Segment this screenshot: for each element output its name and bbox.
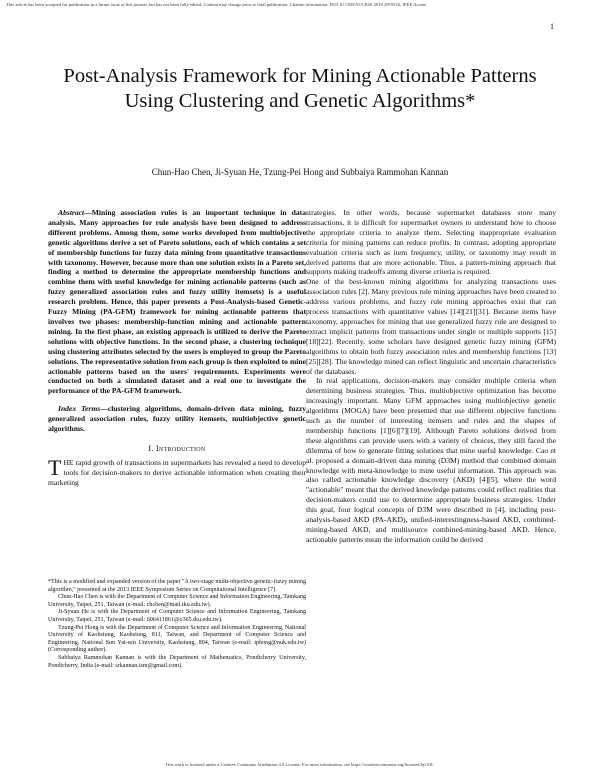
license-footer: This work is licensed under a Creative Commons Attribution 4.0 License. For more information, see https://creativecommons.org/licenses/by/4.0/. [165, 762, 435, 767]
page-number: 1 [550, 22, 554, 31]
publication-banner: This article has been accepted for publication in a future issue of this journal, but has not been fully edited. Content may change prior to final publication. Citation information: DOI 10.1109/ACCESS.2019.2955516, IEEE Access [6, 2, 427, 7]
left-column [48, 208, 306, 488]
index-terms-lead: Index Terms [58, 404, 101, 414]
footnotes [48, 579, 306, 670]
abstract-lead: Abstract [58, 208, 85, 217]
section-heading: I. Introduction [148, 443, 206, 453]
body-paragraph: strategies. In other words, because supermarket databases store many transactions, it is difficult for supermarket owners to understand how to choose the appropriate criteria to analyze them. Selecting inappropriate evaluation criteria for mining patterns can reduce profits. In contrast, adopting appropriate evaluation criteria such as item frequency, utility, or taxonomy may result in derived patterns that are more actionable. Thus, a pattern-mining approach that supports making tradeoffs among diverse criteria is required. [306, 208, 556, 277]
body-paragraph: In real applications, decision-makers may consider multiple criteria when determining business strategies. Thus, multiobjective optimization has become increasingly important. Many GFM approaches using multiobjective genetic algorithms (MOGA) have been presented that use different objective functions such as the number of interesting itemsets and rules and the shapes of membership functions [1][6][7][19]. Although Pareto solutions derived from these algorithms can provide users with a variety of choices, they still faced the dilemma of how to generate fitting solutions that mine useful knowledge. Cao et al. proposed a domain-driven data mining (D3M) method that combined domain knowledge with meta-knowledge to mine useful information. This approach was also called actionable knowledge discovery (AKD) [4][5], where the word "actionable" meant that the derived knowledge patterns could reflect realities that decision-makers could use to determine appropriate business strategies. Under this goal, four logical concepts of D3M were described in [4], including post-analysis-based AKD (PA-AKD), unified-interestingness-based AKD, combined-mining-based AKD, and multisource combined-mining-based AKD. Hence, actionable patterns mean the information could be derived [306, 376, 556, 544]
footnote: Subbaiya Rammohan Kannan is with the Department of Mathematics, Pondicherry University, Pondicherry, India (e-mail: srkannan.ism@gmail.com). [48, 654, 306, 669]
abstract [48, 208, 306, 396]
footnote: Tzung-Pei Hong is with the Department of Computer Science and Information Engineering, National University of Kaohsiung, Kaohsiung, 811, Taiwan, and Department of Computer Science and Engineering, National Sun Yat-sen University, Kaohsiung, 804, Taiwan (e-mail: tphong@nuk.edu.tw) (Corresponding author). [48, 624, 306, 654]
index-terms-text: —clustering algorithms, domain-driven data mining, fuzzy generalized association rules, fuzzy utility itemsets, multiobjective genetic algorithms. [48, 404, 306, 434]
intro-paragraph [48, 454, 306, 488]
body-paragraph: One of the best-known mining algorithms for analyzing transactions uses association rules [2]. Many previous rule mining approaches have been created to address various problems, and fuzzy rule mining approaches exist that can process transactions with quantitative values [14][21][31]. Because items have taxonomy, approaches for mining that use generalized fuzzy rule are designed to extract implicit patterns from transactions under single or multiple supports [15][18][22]. Recently, some scholars have designed genetic fuzzy mining (GFM) algorithms to obtain both fuzzy association rules and membership functions [13][25][28]. The knowledge mined can reflect linguistic and uncertain characteristics of the databases. [306, 277, 556, 376]
footnote: *This is a modified and expanded version of the paper "A two-stage multi-objective genetic-fuzzy mining algorithm," presented at the 2013 IEEE Symposium Series on Computational Intelligence [7]. [48, 579, 307, 593]
index-terms [48, 404, 306, 434]
intro-text: HE rapid growth of transactions in supermarkets has revealed a need to develop tools for decision-makers to derive actionable information when creating their marketing [48, 457, 306, 487]
drop-cap: T [48, 454, 62, 480]
footnote: Chun-Hao Chen is with the Department of Computer Science and Information Engineering, Tamkang University, Taipei, 251, Taiwan (e-mail: chchen@mail.tku.edu.tw). [48, 594, 306, 608]
author-list: Chun-Hao Chen, Ji-Syuan He, Tzung-Pei Hong and Subbaiya Rammohan Kannan [151, 167, 449, 177]
footnote: Ji-Syuan He is with the Department of Computer Science and Information Engineering, Tamkang University, Taipei, 251, Taiwan (e-mail: 606411861@o365.tku.edu.tw). [48, 609, 306, 623]
paper-title: Post-Analysis Framework for Mining Actionable Patterns Using Clustering and Genetic Algorithms* [63, 65, 537, 112]
abstract-text: —Mining association rules is an important technique in data analysis. Many approaches for rule analysis have been designed to address different problems. Among them, some works developed from multiobjective genetic algorithms derive a set of Pareto solutions, each of which contains a set of membership functions for fuzzy data mining from quantitative transactions with taxonomy. However, because more than one solution exists in a Pareto set, finding a method to determine the appropriate membership functions and combine them with useful knowledge for mining actionable patterns (such as fuzzy generalized association rules and fuzzy utility itemsets) is a useful research problem. Hence, this paper presents a Post-Analysis-based Genetic-Fuzzy Mining (PA-GFM) framework for mining actionable patterns that involves two phases: membership-function mining and actionable pattern mining. In the first phase, an existing approach is utilized to derive the Pareto solutions with objective functions. In the second phase, a clustering technique using clustering attributes selected by the users is employed to group the Pareto solutions. The representative solution from each group is then exploited to mine actionable patterns based on the users' requirements. Experiments were conducted on both a simulated dataset and a real one to investigate the performance of the PA-GFM framework. [48, 208, 306, 396]
right-column [306, 208, 556, 545]
